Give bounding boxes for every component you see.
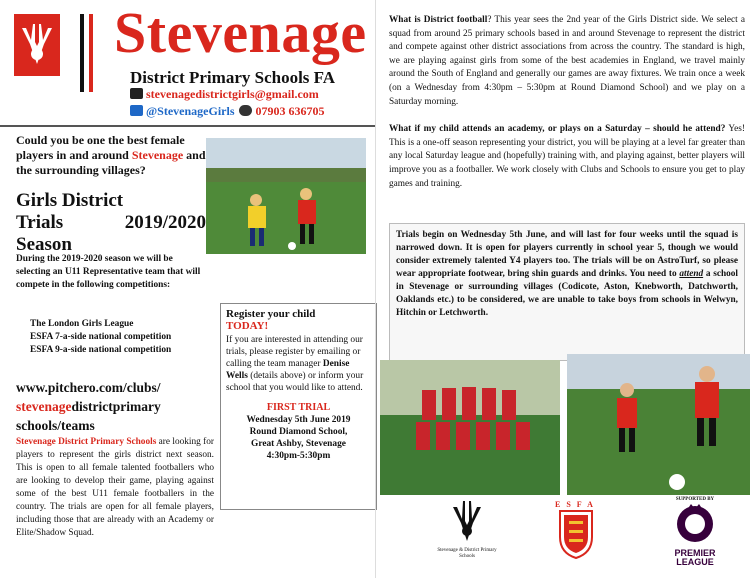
email-link[interactable]: stevenagedistrictgirls@gmail.com bbox=[146, 87, 319, 101]
esfa-shield-icon bbox=[558, 509, 594, 559]
header-rule bbox=[0, 125, 375, 127]
divider-bar-red bbox=[89, 14, 93, 92]
esfa-label: ESFA bbox=[555, 500, 599, 509]
register-today: TODAY! bbox=[226, 320, 269, 332]
about-paragraph: Stevenage District Primary Schools are looking for players to represent the girls district next season. This is open to all female talented footballers who are looking to develop their game, playing against some of the best U11 female footballers in the country. The trials are open for all female players, including those that are already with an Academy or Elite/Shadow Squad. bbox=[16, 437, 214, 538]
twitter-line bbox=[130, 104, 324, 119]
heading-girls-district: Girls District bbox=[16, 190, 124, 211]
phone-number: 07903 636705 bbox=[255, 104, 325, 118]
pl-line-2: LEAGUE bbox=[676, 557, 714, 567]
heading-trials: Trials 2019/2020 bbox=[16, 212, 206, 233]
intro-question: Could you be one the best female players in and around Stevenage and the surrounding villages? bbox=[16, 133, 206, 177]
district-crest bbox=[432, 497, 502, 577]
register-title: Register your child bbox=[226, 308, 316, 320]
lion-crest-icon bbox=[672, 502, 718, 544]
competition-item: ESFA 9-a-side national competition bbox=[30, 345, 172, 355]
match-photo bbox=[206, 138, 366, 254]
esfa-logo bbox=[555, 500, 597, 576]
academy-paragraph: What if my child attends an academy, or plays on a Saturday – should he attend? Yes! This is a one-off season representing your district, you will be playing at a level far greater than any local Saturday league and (hopefully) training with, and playing against, better players will improve you as a footballer. We work closely with Clubs and Schools to ensure you get to play games and training. bbox=[389, 124, 745, 189]
column-divider bbox=[375, 0, 376, 578]
register-box bbox=[220, 303, 377, 510]
phone-icon bbox=[239, 105, 252, 116]
club-website-link[interactable]: www.pitchero.com/clubs/ stevenagedistrictprimary schools/teams bbox=[16, 380, 161, 433]
email-line bbox=[130, 87, 319, 102]
action-photo bbox=[567, 354, 750, 495]
trial-venue: Round Diamond School, bbox=[249, 427, 348, 437]
twitter-icon bbox=[130, 105, 143, 116]
trials-info-box: Trials begin on Wednesday 5th June, and will last for four weeks until the squad is narrowed down. It is open for players currently in school year 5, though we would consider extremely talented Y4 players too. The trials will be on AstroTurf, so please wear appropriate footwear, bring shin guards and drinks. You need to attend a school in Stevenage or surrounding villages (Codicote, Aston, Knebworth, Datchworth, Oaklands etc.) to be considered, we are unable to take boys from schools in Welwyn, Hitchin or Letchworth. bbox=[389, 223, 745, 361]
crest-caption: Stevenage & District Primary Schools bbox=[437, 548, 497, 559]
laptop-icon bbox=[130, 88, 143, 99]
stag-logo-icon bbox=[14, 14, 60, 76]
twitter-handle[interactable]: @StevenageGirls bbox=[146, 104, 235, 118]
heading-season: Season bbox=[16, 234, 72, 255]
trial-time: 4:30pm-5:30pm bbox=[266, 451, 331, 461]
info-section bbox=[389, 14, 745, 191]
divider-bar bbox=[80, 14, 84, 92]
pl-line-1: PREMIER bbox=[674, 548, 716, 558]
competition-item: The London Girls League bbox=[30, 319, 134, 329]
page-title: Stevenage bbox=[114, 0, 367, 65]
district-football-paragraph: What is District football? This year sees the 2nd year of the Girls District side. We select a squad from around 25 primary schools based in and around Stevenage to represent the district and compete against other district associations from across the country. The standard is high, we are playing against girls from some of the best academies in England, we travel mainly around the South of England and generally our games are away fixtures. We train once a week (on a Wednesday from 4:30pm – 5:30pm at Round Diamond School) and we play on a Saturday morning. bbox=[389, 15, 745, 107]
trial-venue-town: Great Ashby, Stevenage bbox=[251, 439, 346, 449]
intro-text: During the 2019-2020 season we will be selecting an U11 Representative team that will compete in the following competitions: bbox=[16, 254, 201, 290]
trial-date: Wednesday 5th June 2019 bbox=[246, 415, 351, 425]
register-text: If you are interested in attending our trials, please register by emailing or calling the team manager Denise Wells (details above) or inform your school that you would like to attend. bbox=[226, 335, 364, 393]
premier-league-logo bbox=[660, 497, 730, 577]
page-subtitle: District Primary Schools FA bbox=[130, 68, 336, 87]
first-trial-label: FIRST TRIAL bbox=[266, 402, 331, 413]
supported-by-label: SUPPORTED BY bbox=[675, 497, 715, 502]
team-photo bbox=[380, 360, 560, 495]
stag-crest-icon bbox=[447, 497, 487, 543]
competition-item: ESFA 7-a-side national competition bbox=[30, 332, 172, 342]
